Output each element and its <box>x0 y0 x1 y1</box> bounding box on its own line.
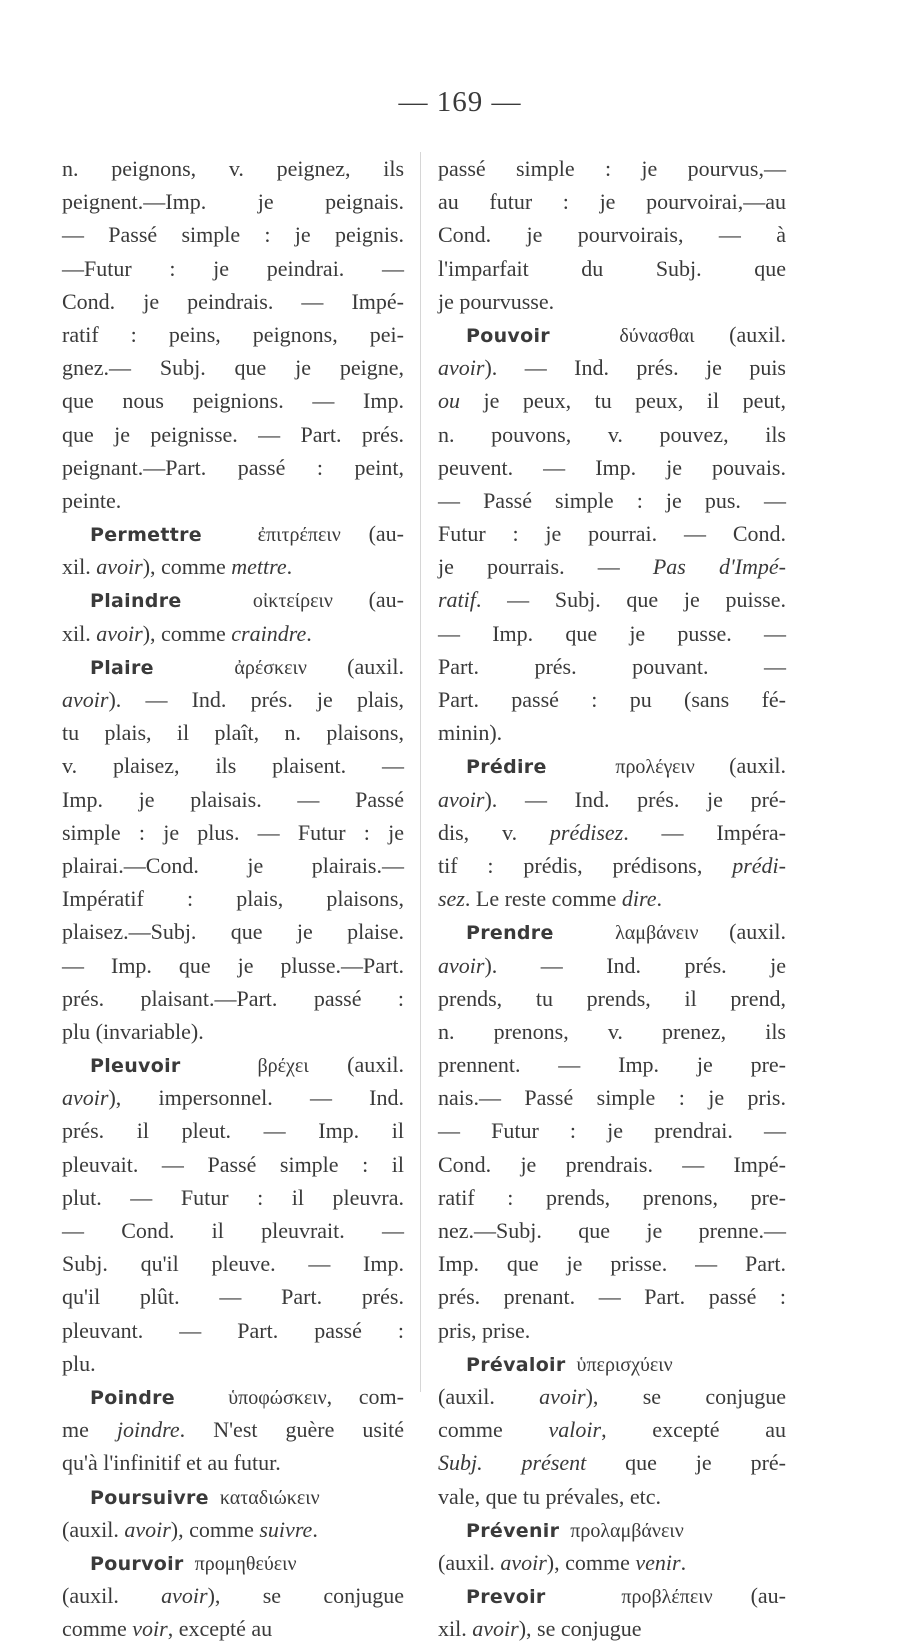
text-line <box>438 583 786 616</box>
entry-text: (auxil. <box>62 1583 162 1609</box>
entry-text: , excepté au <box>167 1616 273 1642</box>
text-line <box>438 915 786 948</box>
italic-term: craindre <box>231 620 307 646</box>
text-line <box>438 1513 786 1546</box>
text-line: prends, tu prends, il prend, <box>438 985 786 1011</box>
text-line: que nous peignions. — Imp. <box>62 388 404 414</box>
entry-text: (auxil. <box>438 1383 540 1409</box>
greek-translation: προλέγειν <box>615 756 695 779</box>
left-column <box>62 152 404 1645</box>
text-line: Subj. qu'il pleuve. — Imp. <box>62 1251 404 1277</box>
italic-term: avoir <box>472 1616 519 1642</box>
entry-headword: Prendre <box>466 922 554 945</box>
greek-translation: ὑπερισχύειν <box>576 1353 673 1376</box>
italic-term: suivre <box>259 1516 313 1542</box>
entry-text: ), comme <box>142 554 232 580</box>
text-line: n. pouvons, v. pouvez, ils <box>438 421 786 447</box>
text-line <box>438 1347 786 1380</box>
text-line: pleuvant. — Part. passé : <box>62 1317 404 1343</box>
text-line: peignent.—Imp. je peignais. <box>62 189 404 215</box>
text-line <box>438 1612 786 1645</box>
entry-text: . N'est guère usité <box>179 1417 404 1443</box>
text-line <box>62 550 404 583</box>
text-line: plut. — Futur : il pleuvra. <box>62 1184 404 1210</box>
text-line: — Cond. il pleuvrait. — <box>62 1218 404 1243</box>
text-line: n. prenons, v. prenez, ils <box>438 1018 786 1044</box>
entry-text: ), se conjugue <box>207 1583 404 1609</box>
text-line: n. peignons, v. peignez, ils <box>62 156 404 181</box>
text-line <box>438 318 786 351</box>
greek-translation: δύνασθαι <box>619 324 695 347</box>
text-line: Impératif : plais, plaisons, <box>62 886 404 912</box>
entry-headword: Prédire <box>466 756 547 779</box>
text-line <box>438 384 786 417</box>
entry-text: . <box>680 1549 687 1575</box>
entry-text: comme <box>62 1616 133 1642</box>
text-line: nais.— Passé simple : je pris. <box>438 1085 786 1111</box>
italic-term: avoir <box>438 355 485 381</box>
entry-text: tif : prédis, prédisons, <box>438 852 733 878</box>
italic-term: avoir <box>62 687 109 712</box>
column-divider <box>420 152 421 1392</box>
entry-headword: Pourvoir <box>90 1552 184 1575</box>
text-line: prés. prenant. — Part. passé : <box>438 1284 786 1310</box>
text-line <box>438 1546 786 1579</box>
text-line: pleuvait. — Passé simple : il <box>62 1151 404 1177</box>
text-line <box>62 1546 404 1579</box>
entry-text: . <box>306 620 312 646</box>
entry-headword: Prévenir <box>466 1519 560 1542</box>
italic-term: avoir <box>96 554 143 580</box>
italic-term: ratif <box>438 587 476 613</box>
text-line: plu. <box>62 1350 96 1376</box>
text-line <box>62 1612 404 1645</box>
entry-text: (auxil. <box>694 753 786 779</box>
text-line: que je peignisse. — Part. prés. <box>62 421 404 447</box>
entry-headword: Permettre <box>90 524 202 547</box>
text-line: ratif : peins, peignons, pei- <box>62 321 404 347</box>
italic-term: avoir <box>62 1085 109 1111</box>
entry-text: . <box>286 554 293 580</box>
greek-translation: οἰκτείρειν <box>252 590 333 613</box>
entry-text: (au- <box>340 521 405 547</box>
greek-translation: καταδιώκειν <box>219 1486 320 1509</box>
entry-text: . — Impéra- <box>623 819 787 845</box>
greek-translation: βρέχει <box>257 1055 309 1078</box>
entry-text: xil. <box>438 1616 473 1642</box>
text-line: passé simple : je pourvus,— <box>438 156 786 181</box>
entry-text: ), comme <box>170 1516 260 1542</box>
italic-term: avoir <box>438 786 485 812</box>
italic-term: avoir <box>438 952 485 978</box>
italic-term: prédi- <box>732 852 786 878</box>
greek-translation: ἐπιτρέπειν <box>257 524 341 547</box>
entry-text: . Le reste comme <box>464 886 622 912</box>
italic-term: avoir <box>124 1516 171 1542</box>
text-line: —Futur : je peindrai. — <box>62 255 404 281</box>
entry-text: ). — Ind. prés. je plais, <box>108 687 404 712</box>
entry-headword: Plaire <box>90 656 154 679</box>
right-column <box>438 152 786 1645</box>
text-line: Cond. je pourvoirais, — à <box>438 222 786 248</box>
text-line <box>438 749 786 782</box>
greek-translation: ἀρέσκειν <box>234 656 307 679</box>
entry-text: ), se conjugue <box>518 1616 642 1642</box>
text-line <box>438 816 786 849</box>
entry-headword: Pouvoir <box>466 324 550 347</box>
entry-headword: Prevoir <box>466 1586 546 1609</box>
text-line: nez.—Subj. que je prenne.— <box>438 1218 786 1243</box>
text-line: plairai.—Cond. je plairais.— <box>62 852 404 878</box>
text-line <box>62 617 404 650</box>
text-line: vale, que tu prévales, etc. <box>438 1483 661 1509</box>
text-line: Cond. je peindrais. — Impé- <box>62 288 404 314</box>
entry-text: xil. <box>62 620 97 646</box>
entry-headword: Poindre <box>90 1386 175 1409</box>
entry-text: ), se conjugue <box>585 1383 786 1409</box>
text-line <box>438 1446 786 1479</box>
text-line: Imp. que je prisse. — Part. <box>438 1251 786 1277</box>
text-line <box>62 1413 404 1446</box>
entry-text: (auxil. <box>698 919 786 945</box>
text-line <box>62 517 404 550</box>
text-line: — Futur : je prendrai. — <box>438 1118 786 1144</box>
greek-translation: προμηθεύειν <box>194 1552 297 1575</box>
entry-text: ). — Ind. prés. je pré- <box>484 786 786 812</box>
entry-text: . — Subj. que je puisse. <box>475 587 786 613</box>
text-line: pris, prise. <box>438 1317 531 1343</box>
entry-text: . <box>656 886 663 912</box>
text-line <box>438 882 786 915</box>
text-line: prés. il pleut. — Imp. il <box>62 1118 404 1144</box>
text-line <box>62 1048 404 1081</box>
text-line: — Imp. que je plusse.—Part. <box>62 952 404 978</box>
text-line: plaisez.—Subj. que je plaise. <box>62 919 404 945</box>
italic-term: Pas d'Impé- <box>652 554 786 580</box>
entry-headword: Plaindre <box>90 590 182 613</box>
text-line <box>438 849 786 882</box>
entry-text: ), comme <box>142 620 232 646</box>
text-line: l'imparfait du Subj. que <box>438 255 786 281</box>
text-line <box>62 1579 404 1612</box>
text-line <box>62 583 404 616</box>
text-line: — Passé simple : je peignis. <box>62 222 404 248</box>
entry-text: (auxil. <box>306 653 404 679</box>
text-line: — Passé simple : je pus. — <box>438 487 786 513</box>
text-line <box>438 783 786 816</box>
text-line: au futur : je pourvoirai,—au <box>438 189 786 215</box>
text-line: Cond. je prendrais. — Impé- <box>438 1151 786 1177</box>
italic-term: joindre <box>116 1417 180 1443</box>
italic-term: mettre <box>231 554 287 580</box>
text-line: prés. plaisant.—Part. passé : <box>62 985 404 1011</box>
italic-term: ou <box>438 388 460 414</box>
text-line <box>62 1513 404 1546</box>
text-line <box>438 550 786 583</box>
italic-term: voir <box>132 1616 168 1642</box>
entry-text: je pourrais. — <box>438 554 653 580</box>
text-line: prennent. — Imp. je pre- <box>438 1052 786 1078</box>
text-line <box>438 949 786 982</box>
entry-text: ). — Ind. prés. je puis <box>484 355 786 381</box>
text-line <box>438 1579 786 1612</box>
entry-text: , excepté au <box>601 1417 786 1443</box>
text-line <box>62 683 404 716</box>
text-line: je pourvusse. <box>438 288 555 314</box>
text-line <box>62 1081 404 1114</box>
entry-text: . <box>312 1516 318 1542</box>
italic-term: valoir <box>548 1417 602 1443</box>
entry-text: (auxil. <box>694 321 786 347</box>
entry-text: comme <box>438 1417 549 1443</box>
text-line: simple : je plus. — Futur : je <box>62 819 404 845</box>
entry-text: (au- <box>332 587 405 613</box>
italic-term: dire <box>621 886 657 912</box>
text-line: Futur : je pourrai. — Cond. <box>438 521 786 547</box>
text-line: peignant.—Part. passé : peint, <box>62 454 404 480</box>
entry-headword: Poursuivre <box>90 1486 209 1509</box>
entry-text: je peux, tu peux, il peut, <box>460 388 786 414</box>
entry-text: (auxil. <box>308 1052 404 1078</box>
entry-text: dis, v. <box>438 819 550 845</box>
greek-translation: προβλέπειν <box>621 1586 713 1609</box>
text-line: Part. passé : pu (sans fé- <box>438 687 786 712</box>
page-number: — 169 — <box>398 86 522 118</box>
entry-text: (auxil. <box>438 1549 501 1575</box>
entry-text: xil. <box>62 554 97 580</box>
italic-term: sez <box>438 886 465 912</box>
italic-term: avoir <box>539 1383 586 1409</box>
greek-translation: ὑποφώσκειν <box>228 1386 327 1409</box>
entry-text: (au- <box>712 1583 787 1609</box>
entry-text: , com- <box>326 1383 404 1409</box>
text-line <box>62 1480 404 1513</box>
text-line <box>438 351 786 384</box>
text-line: peinte. <box>62 487 122 513</box>
text-line <box>438 1380 786 1413</box>
entry-text: ), comme <box>546 1549 636 1575</box>
text-line: minin). <box>438 720 503 746</box>
italic-term: prédisez <box>549 819 624 845</box>
entry-text: ). — Ind. prés. je <box>484 952 786 978</box>
italic-term: Subj. présent <box>438 1450 587 1476</box>
entry-text: me <box>62 1417 117 1443</box>
text-line: qu'il plût. — Part. prés. <box>62 1284 404 1310</box>
text-line: tu plais, il plaît, n. plaisons, <box>62 720 404 746</box>
text-line: peuvent. — Imp. je pouvais. <box>438 454 786 480</box>
entry-text: (auxil. <box>62 1516 125 1542</box>
text-line: v. plaisez, ils plaisent. — <box>62 753 404 779</box>
entry-text: que je pré- <box>586 1450 786 1476</box>
italic-term: avoir <box>96 620 143 646</box>
greek-translation: λαμβάνειν <box>615 922 699 945</box>
italic-term: venir <box>635 1549 681 1575</box>
italic-term: avoir <box>500 1549 547 1575</box>
text-line: Part. prés. pouvant. — <box>438 653 786 679</box>
italic-term: avoir <box>161 1583 208 1609</box>
entry-text: ), impersonnel. — Ind. <box>108 1085 404 1111</box>
text-line: — Imp. que je pusse. — <box>438 620 786 646</box>
entry-headword: Pleuvoir <box>90 1055 181 1078</box>
text-line: qu'à l'infinitif et au futur. <box>62 1450 281 1476</box>
entry-headword: Prévaloir <box>466 1353 566 1376</box>
text-line: plu (invariable). <box>62 1018 204 1044</box>
text-line <box>62 650 404 683</box>
text-line <box>438 1413 786 1446</box>
greek-translation: προλαμβάνειν <box>570 1519 684 1542</box>
text-line <box>62 1380 404 1413</box>
text-line: ratif : prends, prenons, pre- <box>438 1184 786 1210</box>
text-line: gnez.— Subj. que je peigne, <box>62 355 404 381</box>
text-line: Imp. je plaisais. — Passé <box>62 786 404 812</box>
